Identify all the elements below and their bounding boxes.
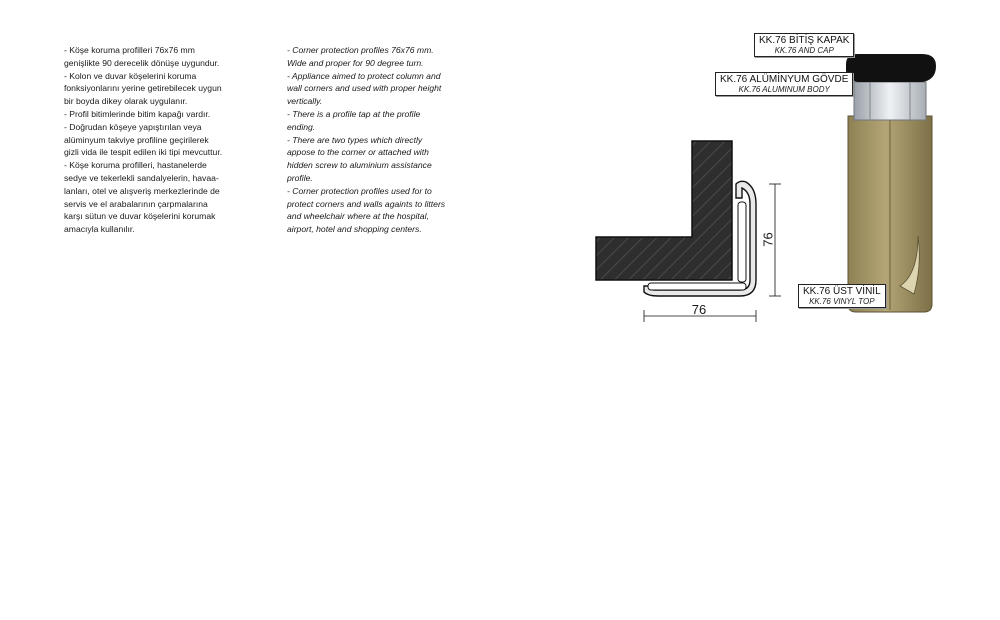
- en-line: - There are two types which directly: [287, 134, 423, 145]
- en-line: vertically.: [287, 96, 323, 107]
- tr-line: sedye ve tekerlekli sandalyelerin, havaa-: [64, 172, 219, 183]
- dimension-width-label: 76: [691, 302, 707, 317]
- wall-section: [596, 141, 732, 280]
- aluminium-body: [854, 82, 926, 120]
- guard-inner-channel: [648, 283, 746, 290]
- tr-line: - Köşe koruma profilleri 76x76 mm: [64, 45, 195, 55]
- label-vinyl-top-sub: KK.76 VINYL TOP: [809, 297, 875, 306]
- tr-line: - Profil bitimlerinde bitim kapağı vardır.: [64, 108, 211, 119]
- tr-line: - Köşe koruma profilleri, hastanelerde: [64, 160, 207, 171]
- cross-section-drawing: [590, 120, 785, 330]
- tr-line: gizli vida ile tespit edilen iki tipi mevcuttur.: [64, 147, 223, 158]
- label-end-cap-main: KK.76 BİTİŞ KAPAK: [759, 35, 850, 46]
- label-aluminium-body-sub: KK.76 ALUMINUM BODY: [738, 85, 830, 94]
- label-end-cap-sub: KK.76 AND CAP: [774, 46, 834, 55]
- product-rendering: [840, 46, 940, 316]
- tr-line: fonksiyonlarını yerine getirebilecek uygun: [64, 83, 222, 94]
- label-vinyl-top-main: KK.76 ÜST VİNİL: [803, 286, 881, 297]
- en-line: - Appliance aimed to protect column and: [287, 70, 441, 81]
- en-line: - There is a profile tap at the profile: [287, 108, 421, 119]
- tr-line: karşı sütun ve duvar köşelerini korumak: [64, 211, 216, 222]
- en-line: protect corners and walls againts to litters: [287, 198, 446, 209]
- en-line: ending.: [287, 121, 316, 132]
- label-aluminium-body-main: KK.76 ALÜMİNYUM GÖVDE: [720, 74, 849, 85]
- english-description: [287, 44, 502, 236]
- tr-line: servis ve el arabalarının çarpmalarına: [64, 198, 208, 209]
- tr-line: alüminyum takviye profiline geçirilerek: [64, 134, 209, 145]
- en-line: - Corner protection profiles used for to: [287, 185, 432, 196]
- label-end-cap: [754, 33, 854, 57]
- tr-line: - Doğrudan köşeye yapıştırılan veya: [64, 121, 202, 132]
- end-cap: [846, 54, 936, 82]
- en-line: airport, hotel and shopping centers.: [287, 224, 422, 235]
- guard-inner-channel: [738, 202, 746, 282]
- label-vinyl-top: [798, 284, 886, 308]
- en-line: wall corners and used with proper height: [287, 83, 442, 94]
- en-line: Wide and proper for 90 degree turn.: [287, 57, 424, 68]
- en-line: and wheelchair where at the hospital,: [287, 211, 429, 222]
- en-line: hidden screw to aluminium assistance: [287, 160, 432, 171]
- tr-line: bir boyda dikey olarak uygulanır.: [64, 96, 188, 107]
- cross-section-svg: [590, 120, 785, 330]
- en-line: profile.: [287, 172, 313, 183]
- en-line: - Corner protection profiles 76x76 mm.: [287, 45, 434, 55]
- label-aluminium-body: [715, 72, 853, 96]
- tr-line: lanları, otel ve alışveriş merkezlerinde de: [64, 185, 220, 196]
- en-line: appose to the corner or attached with: [287, 147, 429, 158]
- tr-line: genişlikte 90 derecelik dönüşe uygundur.: [64, 57, 220, 68]
- dimension-height-label: 76: [760, 232, 776, 247]
- product-svg: [840, 46, 940, 316]
- tr-line: - Kolon ve duvar köşelerini koruma: [64, 70, 197, 81]
- turkish-description: [64, 44, 282, 236]
- tr-line: amacıyla kullanılır.: [64, 224, 135, 235]
